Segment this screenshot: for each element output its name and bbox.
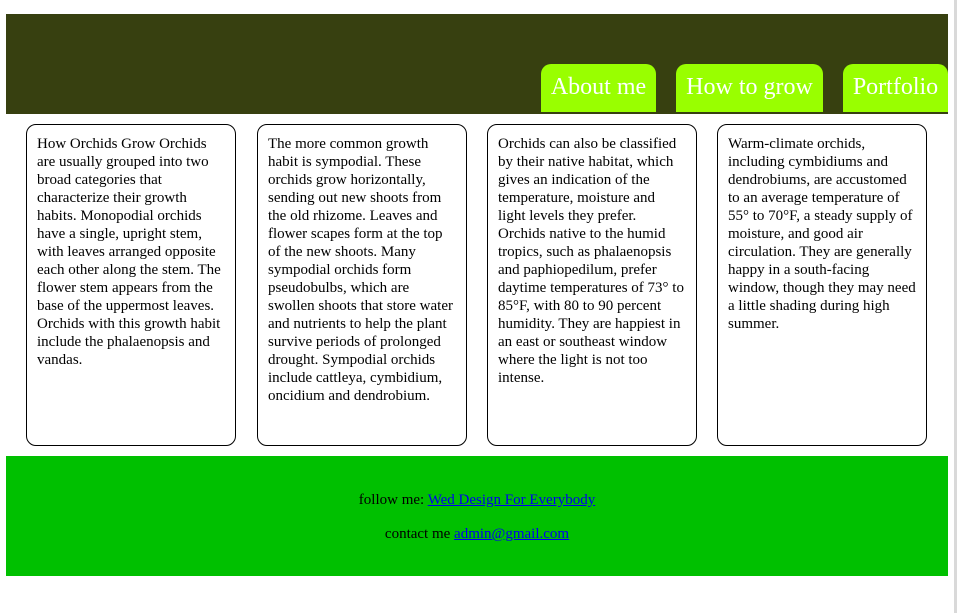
footer [6,456,948,576]
info-card-habitat: Orchids can also be classified by their native habitat, which gives an indication of the temperature, moisture and light levels they prefer. Orchids native to the humid tropics, such as phalaenopsis and paphiopedilum, prefer daytime temperatures of 73° to 85°F, with 80 to 90 percent humidity. They are happiest in an east or southeast window where the light is not too intense. [487,124,697,446]
contact-email-link[interactable]: admin@gmail.com [454,526,570,542]
nav-about-me[interactable]: About me [541,64,656,112]
nav-how-to-grow[interactable]: How to grow [676,64,823,112]
follow-link[interactable]: Wed Design For Everybody [427,492,596,508]
footer-contact [6,526,948,543]
info-card-warm-climate: Warm-climate orchids, including cymbidiums and dendrobiums, are accustomed to an average temperature of 55° to 70°F, a steady supply of moisture, and good air circulation. They are generally happy in a south-facing window, though they may need a little shading during high summer. [717,124,927,446]
content-cards [6,114,948,456]
follow-label: follow me: [358,492,428,508]
main-nav [6,64,948,112]
nav-portfolio[interactable]: Portfolio [843,64,948,112]
contact-label: contact me [384,526,455,542]
info-card-growth-habits: How Orchids Grow Orchids are usually grouped into two broad categories that characterize their growth habits. Monopodial orchids have a single, upright stem, with leaves arranged opposite each other along the stem. The flower stem appears from the base of the uppermost leaves. Orchids with this growth habit include the phalaenopsis and vandas. [26,124,236,446]
info-card-sympodial: The more common growth habit is sympodial. These orchids grow horizontally, sending out new shoots from the old rhizome. Leaves and flower scapes form at the top of the new shoots. Many sympodial orchids form pseudobulbs, which are swollen shoots that store water and nutrients to help the plant survive periods of prolonged drought. Sympodial orchids include cattleya, cymbidium, oncidium and dendrobium. [257,124,467,446]
footer-follow [6,492,948,509]
